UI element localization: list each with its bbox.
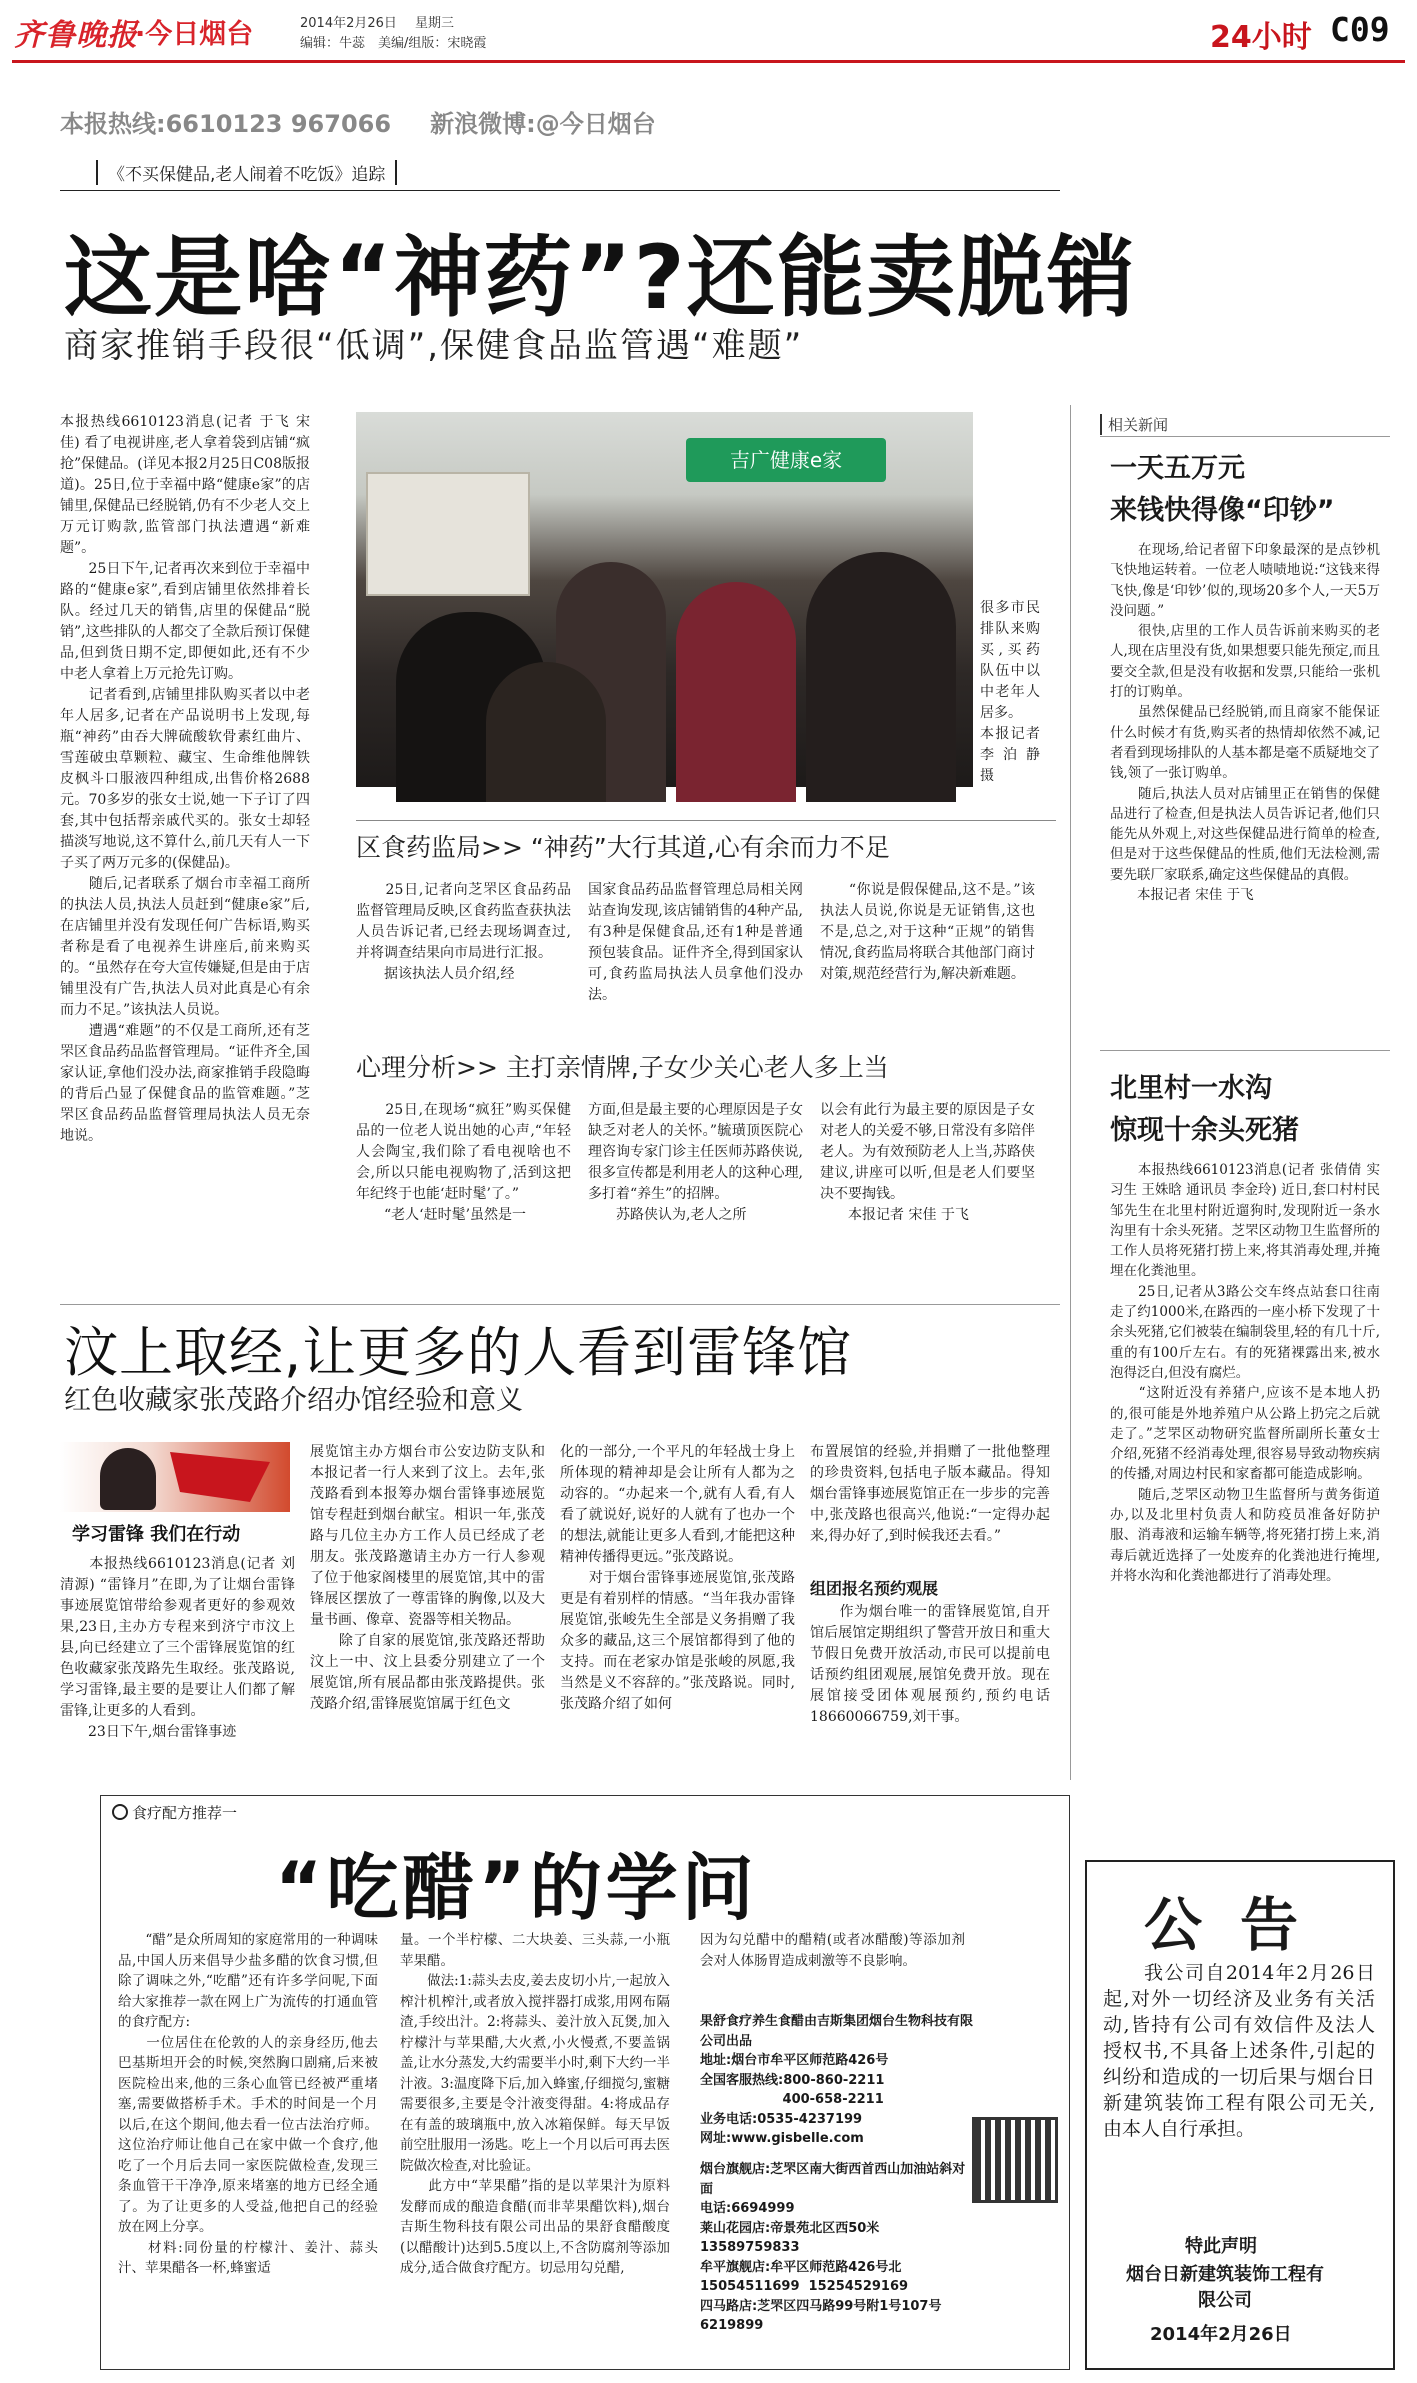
sub1-title: 区食药监局>> “神药”大行其道,心有余而力不足 (356, 833, 890, 862)
notice-sign1: 特此声明 (1185, 2236, 1257, 2257)
kicker-rule (60, 190, 1060, 191)
sidebar1-title2: 来钱快得像“印钞” (1110, 495, 1335, 526)
section-name: ·今日烟台 (135, 19, 254, 50)
vinegar-tag-text: 食疗配方推荐一 (132, 1804, 238, 1822)
crowd-figure (806, 552, 956, 802)
sub1-col2: 国家食品药品监督管理总局相关网站查询发现,该店铺销售的4种产品,有3种是保健食品,还有1种是普通预包装食品。证件齐全,得到国家认可,食药监局执法人员拿他们没办法。 (588, 882, 803, 1003)
vinegar-tag (112, 1802, 237, 1823)
sidebar-divider (1070, 405, 1071, 1780)
sub2-title: 心理分析>> 主打亲情牌,子女少关心老人多上当 (356, 1053, 889, 1082)
notice-date: 2014年2月26日 (1150, 2324, 1292, 2345)
sub2-col3: 以会有此行为最主要的原因是子女对老人的关爱不够,日常没有多陪伴老人。为有效预防老人上当,苏路侠建议,讲座可以听,但是老人们要坚决不要掏钱。 本报记者 宋佳 于飞 (820, 1102, 1035, 1223)
sidebar2-title2: 惊现十余头死猪 (1110, 1115, 1299, 1146)
notice-sign2: 烟台日新建筑装饰工程有限公司 (1126, 2264, 1324, 2311)
masthead-editors: 编辑：牛蕊 美编/组版：宋晓霞 (300, 36, 487, 51)
page-number: C09 (1330, 10, 1390, 49)
sub1-col3: “你说是假保健品,这不是。”该执法人员说,你说是无证销售,这也不是,总之,对于这种“正规”的销售情况,食药监局将联合其他部门商讨对策,规范经营行为,解决新难题。 (820, 882, 1035, 982)
vinegar-headline: “吃醋”的学问 (275, 1846, 758, 1930)
vinegar-col2: 量。一个半柠檬、二大块姜、三头蒜,一小瓶苹果醋。 做法:1:蒜头去皮,姜去皮切小片,一起放入榨汁机榨汁,或者放入搅拌器打成浆,用网布隔渣,手绞出汁。2:将蒜头、姜汁放入瓦煲,加入柠檬汁与苹果醋,大火煮,小火慢煮,不要盖锅盖,让水分蒸发,大约需要半小时,剩下大约一半汁液。3:温度降下后,加入蜂蜜,仔细搅匀,蜜糖需要很多,主要是令汁液变得甜。4:将成品存在有盖的玻璃瓶中,放入冰箱保鲜。每天早饭前空肚服用一汤匙。吃上一个月以后可再去医院做次检查,对比验证。 此方中“苹果醋”指的是以苹果汁为原料发酵而成的酿造食醋(而非苹果醋饮料),烟台吉斯生物科技有限公司出品的果舒食醋酸度(以醋酸计)达到5.5度以上,不含防腐剂等添加成分,适合做食疗配方。切忌用勾兑醋, (400, 1932, 670, 2276)
leifeng-subhead: 红色收藏家张茂路介绍办馆经验和意义 (64, 1385, 523, 1416)
shop-sign-text: 吉广健康e家 (729, 448, 843, 472)
sidebar1-rule (1100, 436, 1390, 437)
leifeng-col2: 展览馆主办方烟台市公安边防支队和本报记者一行人来到了汶上。去年,张茂路看到本报筹办烟台雷锋事迹展览馆专程赶到烟台献宝。相识一年,张茂路与几位主办方工作人员已经成了老朋友。张茂路邀请主办方一行人参观了位于他家阁楼里的展览馆,其中的雷锋展区摆放了一尊雷锋的胸像,以及大量书画、像章、瓷器等相关物品。 除了自家的展览馆,张茂路还帮助汶上一中、汶上县委分别建立了一个展览馆,所有展品都由张茂路提供。张茂路介绍,雷锋展览馆属于红色文 (310, 1444, 545, 1712)
leifeng-badge-text: 学习雷锋 我们在行动 (72, 1524, 241, 1545)
vinegar-stores: 烟台旗舰店:芝罘区南大街西首西山加油站斜对面 电话:6694999 莱山花园店:帝景苑北区西50米 13589759833 牟平旗舰店:牟平区师范路426号北 15054511699 15254529169 四马路店:芝罘区四马路99号附1号107号 6219899 (700, 2162, 966, 2333)
sidebar1-body: 在现场,给记者留下印象最深的是点钞机飞快地运转着。一位老人啧啧地说:“这钱来得飞快,像是‘印钞’似的,现场20多个人,一天5万没问题。” 很快,店里的工作人员告诉前来购买的老人,现在店里没有货,如果想要只能先预定,而且要交全款,但是没有收据和发票,只能给一张机打的订购单。 虽然保健品已经脱销,而且商家不能保证什么时候才有货,购买者的热情却依然不减,记者看到现场排队的人基本都是毫不质疑地交了钱,领了一张订购单。 随后,执法人员对店铺里正在销售的保健品进行了检查,但是执法人员告诉记者,他们只能先从外观上,对这些保健品进行简单的检查,但是对于这些保健品的性质,他们无法检测,需要先联厂家联系,确定这些保健品的真假。 本报记者 宋佳 于飞 (1110, 542, 1380, 904)
leifeng-col4b: 作为烟台唯一的雷锋展览馆,自开馆后展馆定期组织了警营开放日和重大节假日免费开放活动,市民可以提前电话预约组团观展,展馆免费开放。现在展馆接受团体观展预约,预约电话18660066759,刘干事。 (810, 1604, 1050, 1725)
notice-title: 公告 (1143, 1891, 1336, 1959)
sidebar1-title1: 一天五万元 (1110, 453, 1245, 484)
date: 2014年2月26日 (300, 16, 397, 31)
shelf (366, 472, 530, 596)
flag-icon (170, 1452, 270, 1502)
masthead-date (300, 12, 454, 31)
sidebar-separator (1100, 1050, 1390, 1051)
weekday: 星期三 (415, 16, 455, 31)
paper-logo: 齐鲁晚报 (14, 18, 138, 53)
leifeng-headline: 汶上取经,让更多的人看到雷锋馆 (64, 1321, 853, 1384)
hotline: 本报热线:6610123 967066 (60, 110, 392, 138)
slogan: 24小时 (1210, 20, 1312, 55)
leifeng-col3: 化的一部分,一个平凡的年轻战士身上所体现的精神却是会让所有人都为之动容的。“办起来一个,就有人看,有人看了就说好,说好的人就有了也办一个的想法,就能让更多人看到,才能把这种精神传播得更远。”张茂路说。 对于烟台雷锋事迹展览馆,张茂路更是有着别样的情感。“当年我办雷锋展览馆,张峻先生全部是义务捐赠了我众多的藏品,这三个展馆都得到了他的支持。而在老家办馆是张峻的夙愿,我当然是义不容辞的。”张茂路说。同时,张茂路介绍了如何 (560, 1444, 795, 1712)
lead-subhead: 商家推销手段很“低调”,保健食品监管遇“难题” (64, 326, 804, 366)
lead-kicker: 《不买保健品,老人闹着不吃饭》追踪 (96, 160, 397, 185)
lead-photo (356, 412, 973, 787)
hotline-bar (60, 104, 1360, 138)
sidebar1-tag: 相关新闻 (1100, 414, 1168, 435)
sidebar2-body: 本报热线6610123消息(记者 张倩倩 实习生 王姝晗 通讯员 李金玲) 近日,套口村村民邹先生在北里村附近遛狗时,发现附近一条水沟里有十余头死猪。芝罘区动物卫生监督所的工作人员将死猪打捞上来,将其消毒处理,并掩埋在化粪池里。 25日,记者从3路公交车终点站套口往南走了约1000米,在路西的一座小桥下发现了十余头死猪,它们被装在编制袋里,轻的有几十斤,重的有100斤左右。有的死猪裸露出来,被水泡得泛白,但没有腐烂。 “这附近没有养猪户,应该不是本地人扔的,很可能是外地养殖户从公路上扔完之后就走了。”芝罘区动物研究监督所副所长董女士介绍,死猪不经消毒处理,很容易导致动物疾病的传播,对周边村民和家畜都可能造成影响。 随后,芝罘区动物卫生监督所与黄务街道办,以及北里村负责人和防疫员准备好防护服、消毒液和运输车辆等,将死猪打捞上来,消毒后就近选择了一处废弃的化粪池进行掩埋,并将水沟和化粪池都进行了消毒处理。 (1110, 1162, 1380, 1584)
leifeng-col4-head: 组团报名预约观展 (810, 1579, 939, 1598)
lead-headline: 这是啥“神药”?还能卖脱销 (64, 226, 1137, 329)
sub2-col1: 25日,在现场“疯狂”购买保健品的一位老人说出她的心声,“年轻人会陶宝,我们除了看电视啥也不会,所以只能电视购物了,活到这把年纪终于也能‘赶时髦’了。” “老人‘赶时髦’虽然是一 (356, 1102, 571, 1223)
sub1-rule (356, 820, 1056, 821)
masthead-rule (12, 60, 1405, 63)
shop-sign (686, 438, 886, 482)
vinegar-col1: “醋”是众所周知的家庭常用的一种调味品,中国人历来倡导少盐多醋的饮食习惯,但除了调味之外,“吃醋”还有许多学问呢,下面给大家推荐一款在网上广为流传的打通血管的食疗配方: 一位居住在伦敦的人的亲身经历,他去巴基斯坦开会的时候,突然胸口剧痛,后来被医院检出来,他的三条心血管已经被严重堵塞,需要做搭桥手术。手术的时间是一个月以后,在这个期间,他去看一位古法治疗师。这位治疗师让他自己在家中做一个食疗,他吃了一个月后去同一家医院做检查,发现三条血管干干净净,原来堵塞的地方已经全通了。为了让更多的人受益,他把自己的经验放在网上分享。 材料:同份量的柠檬汁、姜汁、蒜头汁、苹果醋各一杯,蜂蜜适 (118, 1932, 378, 2276)
section-rule (60, 1304, 1060, 1305)
vinegar-contact: 果舒食疗养生食醋由吉斯集团烟台生物科技有限公司出品 地址:烟台市牟平区师范路426号 全国客服热线:800-860-2211 400-658-2211 业务电话:0535-4237199 网址:www.gisbelle.com (700, 2014, 974, 2146)
notice-body: 我公司自2014年2月26日起,对外一切经济及业务有关活动,皆持有公司有效信件及法人授权书,不具备上述条件,引起的纠纷和造成的一切后果与烟台日新建筑装饰工程有限公司无关,由本人自行承担。 (1103, 1962, 1375, 2140)
sidebar2-title1: 北里村一水沟 (1110, 1073, 1272, 1104)
masthead (0, 0, 1417, 60)
crowd-figure (486, 662, 606, 802)
weibo: 新浪微博:@今日烟台 (430, 110, 656, 138)
raised-fist-icon (100, 1448, 156, 1510)
qr-code-icon (975, 2120, 1055, 2200)
sub2-col2: 方面,但是最主要的心理原因是子女缺乏对老人的关怀。”毓璜顶医院心理咨询专家门诊主任医师苏路侠说,很多宣传都是利用老人的这种心理,多打着“养生”的招牌。 苏路侠认为,老人之所 (588, 1102, 803, 1223)
sub1-col1: 25日,记者向芝罘区食品药品监督管理局反映,区食药监查获执法人员告诉记者,已经去现场调查过,并将调查结果向市局进行汇报。 据该执法人员介绍,经 (356, 882, 571, 982)
vinegar-col3a: 因为勾兑醋中的醋精(或者冰醋酸)等添加剂会对人体肠胃造成刺激等不良影响。 (700, 1932, 965, 1969)
crowd-figure (676, 582, 796, 802)
leifeng-col4a: 布置展馆的经验,并捐赠了一批他整理的珍贵资料,包括电子版本藏品。得知烟台雷锋事迹展览馆正在一步步的完善中,张茂路也很高兴,他说:“一定得办起来,得办好了,到时候我还去看。” (810, 1444, 1050, 1544)
bowl-icon (112, 1804, 128, 1820)
leifeng-badge (60, 1442, 290, 1512)
lead-body: 本报热线6610123消息(记者 于飞 宋佳) 看了电视讲座,老人拿着袋到店铺“疯抢”保健品。(详见本报2月25日C08版报道)。25日,位于幸福中路“健康e家”的店铺里,保健品已经脱销,仍有不少老人交上万元订购款,监管部门执法遭遇“新难题”。 25日下午,记者再次来到位于幸福中路的“健康e家”,看到店铺里依然排着长队。经过几天的销售,店里的保健品“脱销”,这些排队的人都交了全款后预订保健品,但到货日期不定,即便如此,还有不少中老人拿着上万元抢先订购。 记者看到,店铺里排队购买者以中老年人居多,记者在产品说明书上发现,每瓶“神药”由吞大牌硫酸软骨素红曲片、雪莲破虫草颗粒、藏宝、生命维他牌铁皮枫斗口服液四种组成,出售价格2688元。70多岁的张女士说,她一下子订了四套,其中包括帮亲戚代买的。张女士却轻描淡写地说,这不算什么,前几天有人一下子买了两万元多的(保健品)。 随后,记者联系了烟台市幸福工商所的执法人员,执法人员赶到“健康e家”后,在店铺里并没有发现任何广告标语,购买者称是看了电视养生讲座后,前来购买的。“虽然存在夸大宣传嫌疑,但是由于店铺里没有广告,执法人员对此真是心有余而力不足。”该执法人员说。 遭遇“难题”的不仅是工商所,还有芝罘区食品药品监督管理局。“证件齐全,国家认证,拿他们没办法,商家推销手段隐晦的背后凸显了保健食品的监管难题。”芝罘区食品药品监督管理局执法人员无奈地说。 (60, 414, 310, 1144)
photo-caption: 很多市民排队来购买,买药队伍中以中老年人居多。 本报记者 李泊静 摄 (980, 600, 1040, 784)
leifeng-col1: 本报热线6610123消息(记者 刘清源) “雷锋月”在即,为了让烟台雷锋事迹展览馆带给参观者更好的参观效果,23日,主办方专程来到济宁市汶上县,向已经建立了三个雷锋展览馆的红色收藏家张茂路先生取经。张茂路说,学习雷锋,最主要的是要让人们都了解雷锋,让更多的人看到。 23日下午,烟台雷锋事迹 (60, 1556, 295, 1740)
